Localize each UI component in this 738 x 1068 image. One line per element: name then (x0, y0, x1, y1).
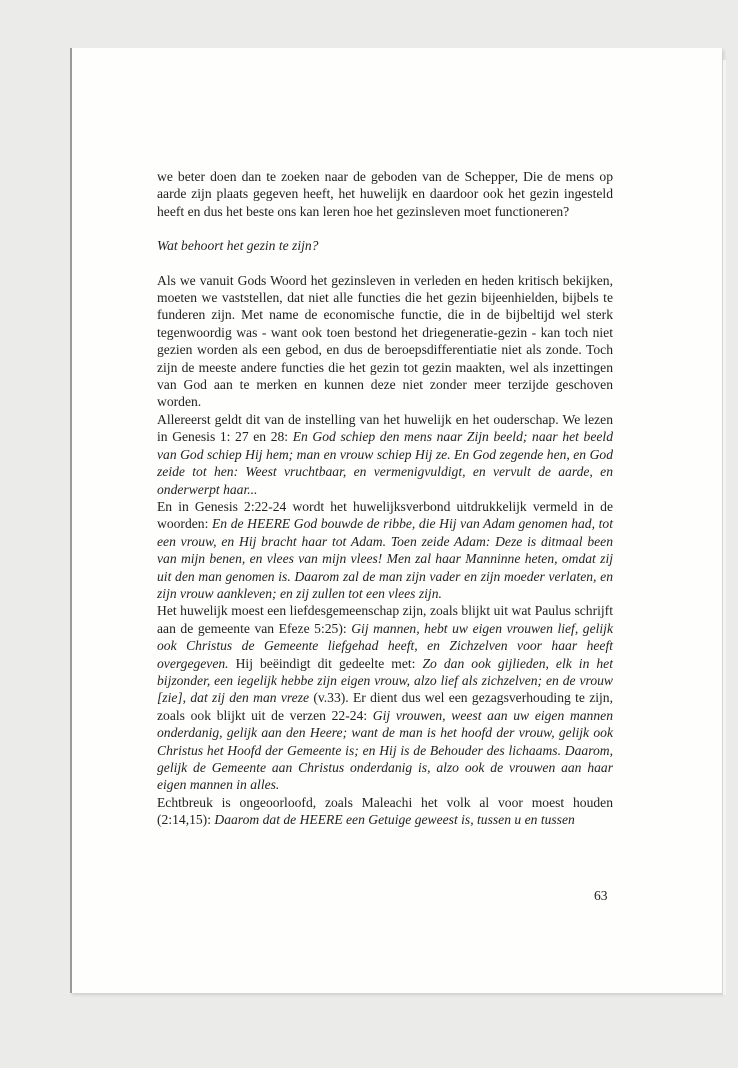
paragraph-4 (157, 498, 613, 602)
spacer (157, 220, 613, 237)
genesis-2-quote: En de HEERE God bouwde de ribbe, die Hij van Adam genomen had, tot een vrouw, en Hij bracht haar tot Adam. Toen zeide Adam: Deze is ditmaal been van mijn benen, en vlees van mijn vlees! Men zal haar Manninne heten, omdat zij uit den man genomen is. Daarom zal de man zijn vader en zijn moeder verlaten, en zijn vrouw aankleven; en zij zullen tot een vlees zijn. (157, 516, 613, 601)
page-number: 63 (594, 888, 608, 903)
page-edge (722, 60, 726, 995)
efeze-quote-1: Gij mannen, hebt uw eigen vrouwen lief, gelijk ook Christus de Gemeente liefgehad heeft, en Zichzelven voor haar heeft overgegeven. (157, 620, 613, 671)
paragraph-5-text-2: Hij beëindigt dit gedeelte met: (228, 655, 423, 671)
body-text (157, 168, 613, 829)
efeze-quote-3: Gij vrouwen, weest aan uw eigen mannen onderdanig, gelijk aan den Heere; want de man is het hoofd der vrouw, gelijk ook Christus het Hoofd der Gemeente is; en Hij is de Behouder des lichaams. Daarom, gelijk de Gemeente aan Christus onderdanig is, alzo ook de vrouwen aan haar eigen mannen in alles. (157, 707, 613, 793)
paragraph-6-intro: Echtbreuk is ongeoorloofd, zoals Maleachi het volk al voor moest houden (2:14,15): (157, 794, 613, 828)
paragraph-6 (157, 794, 613, 829)
page-gutter-line (70, 48, 72, 993)
paragraph-3 (157, 411, 613, 498)
paragraph-5-text-1: Het huwelijk moest een liefdesgemeenschap zijn, zoals blijkt uit wat Paulus schrijft aan de gemeente van Efeze 5:25): (157, 603, 613, 636)
paragraph-4-intro: En in Genesis 2:22-24 wordt het huwelijksverbond uitdrukkelijk vermeld in de woorden: (157, 498, 613, 532)
paragraph-1: we beter doen dan te zoeken naar de geboden van de Schepper, Die de mens op aarde zijn plaats gegeven heeft, het huwelijk en daardoor ook het gezin ingesteld heeft en dus het beste ons kan leren hoe het gezinsleven moet functioneren? (157, 169, 613, 219)
spacer (157, 255, 613, 272)
paragraph-2: Als we vanuit Gods Woord het gezinsleven in verleden en heden kritisch bekijken, moeten we vaststellen, dat niet alle functies die het gezin bijeenhielden, bijbels te funderen zijn. Met name de economische functie, die in de bijbeltijd wel sterk tegenwoordig was - want ook toen bestond het driegeneratie-gezin - kan toch niet gezien worden als een gebod, en dus de beroepsdifferentiatie niet als zonde. Toch zijn de meeste andere functies die het gezin tot gezin maakten, wel als inzettingen van God aan te merken en kunnen deze niet zonder meer terzijde geschoven worden. (157, 272, 613, 410)
maleachi-quote: Daarom dat de HEERE een Getuige geweest is, tussen u en tussen (214, 812, 575, 828)
paragraph-5-text-3: (v.33). Er dient dus wel een gezagsverhouding te zijn, zoals ook blijkt uit de verzen 22-24: (157, 690, 614, 723)
paragraph-3-intro: Allereerst geldt dit van de instelling van het huwelijk en het ouderschap. We lezen in Genesis 1: 27 en 28: (157, 411, 613, 445)
section-heading: Wat behoort het gezin te zijn? (157, 238, 319, 254)
genesis-1-quote: En God schiep den mens naar Zijn beeld; naar het beeld van God schiep Hij hem; man en vrouw schiep Hij ze. En God zegende hen, en God zeide tot hen: Weest vruchtbaar, en vermenigvuldigt, en vervult de aarde, en onderwerpt haar... (157, 429, 613, 497)
paragraph-5 (157, 602, 613, 793)
efeze-quote-2: Zo dan ook gijlieden, elk in het bijzonder, een iegelijk hebbe zijn eigen vrouw, alzo lief als zichzelven; en de vrouw [zie], dat zij den man vreze (157, 655, 613, 706)
